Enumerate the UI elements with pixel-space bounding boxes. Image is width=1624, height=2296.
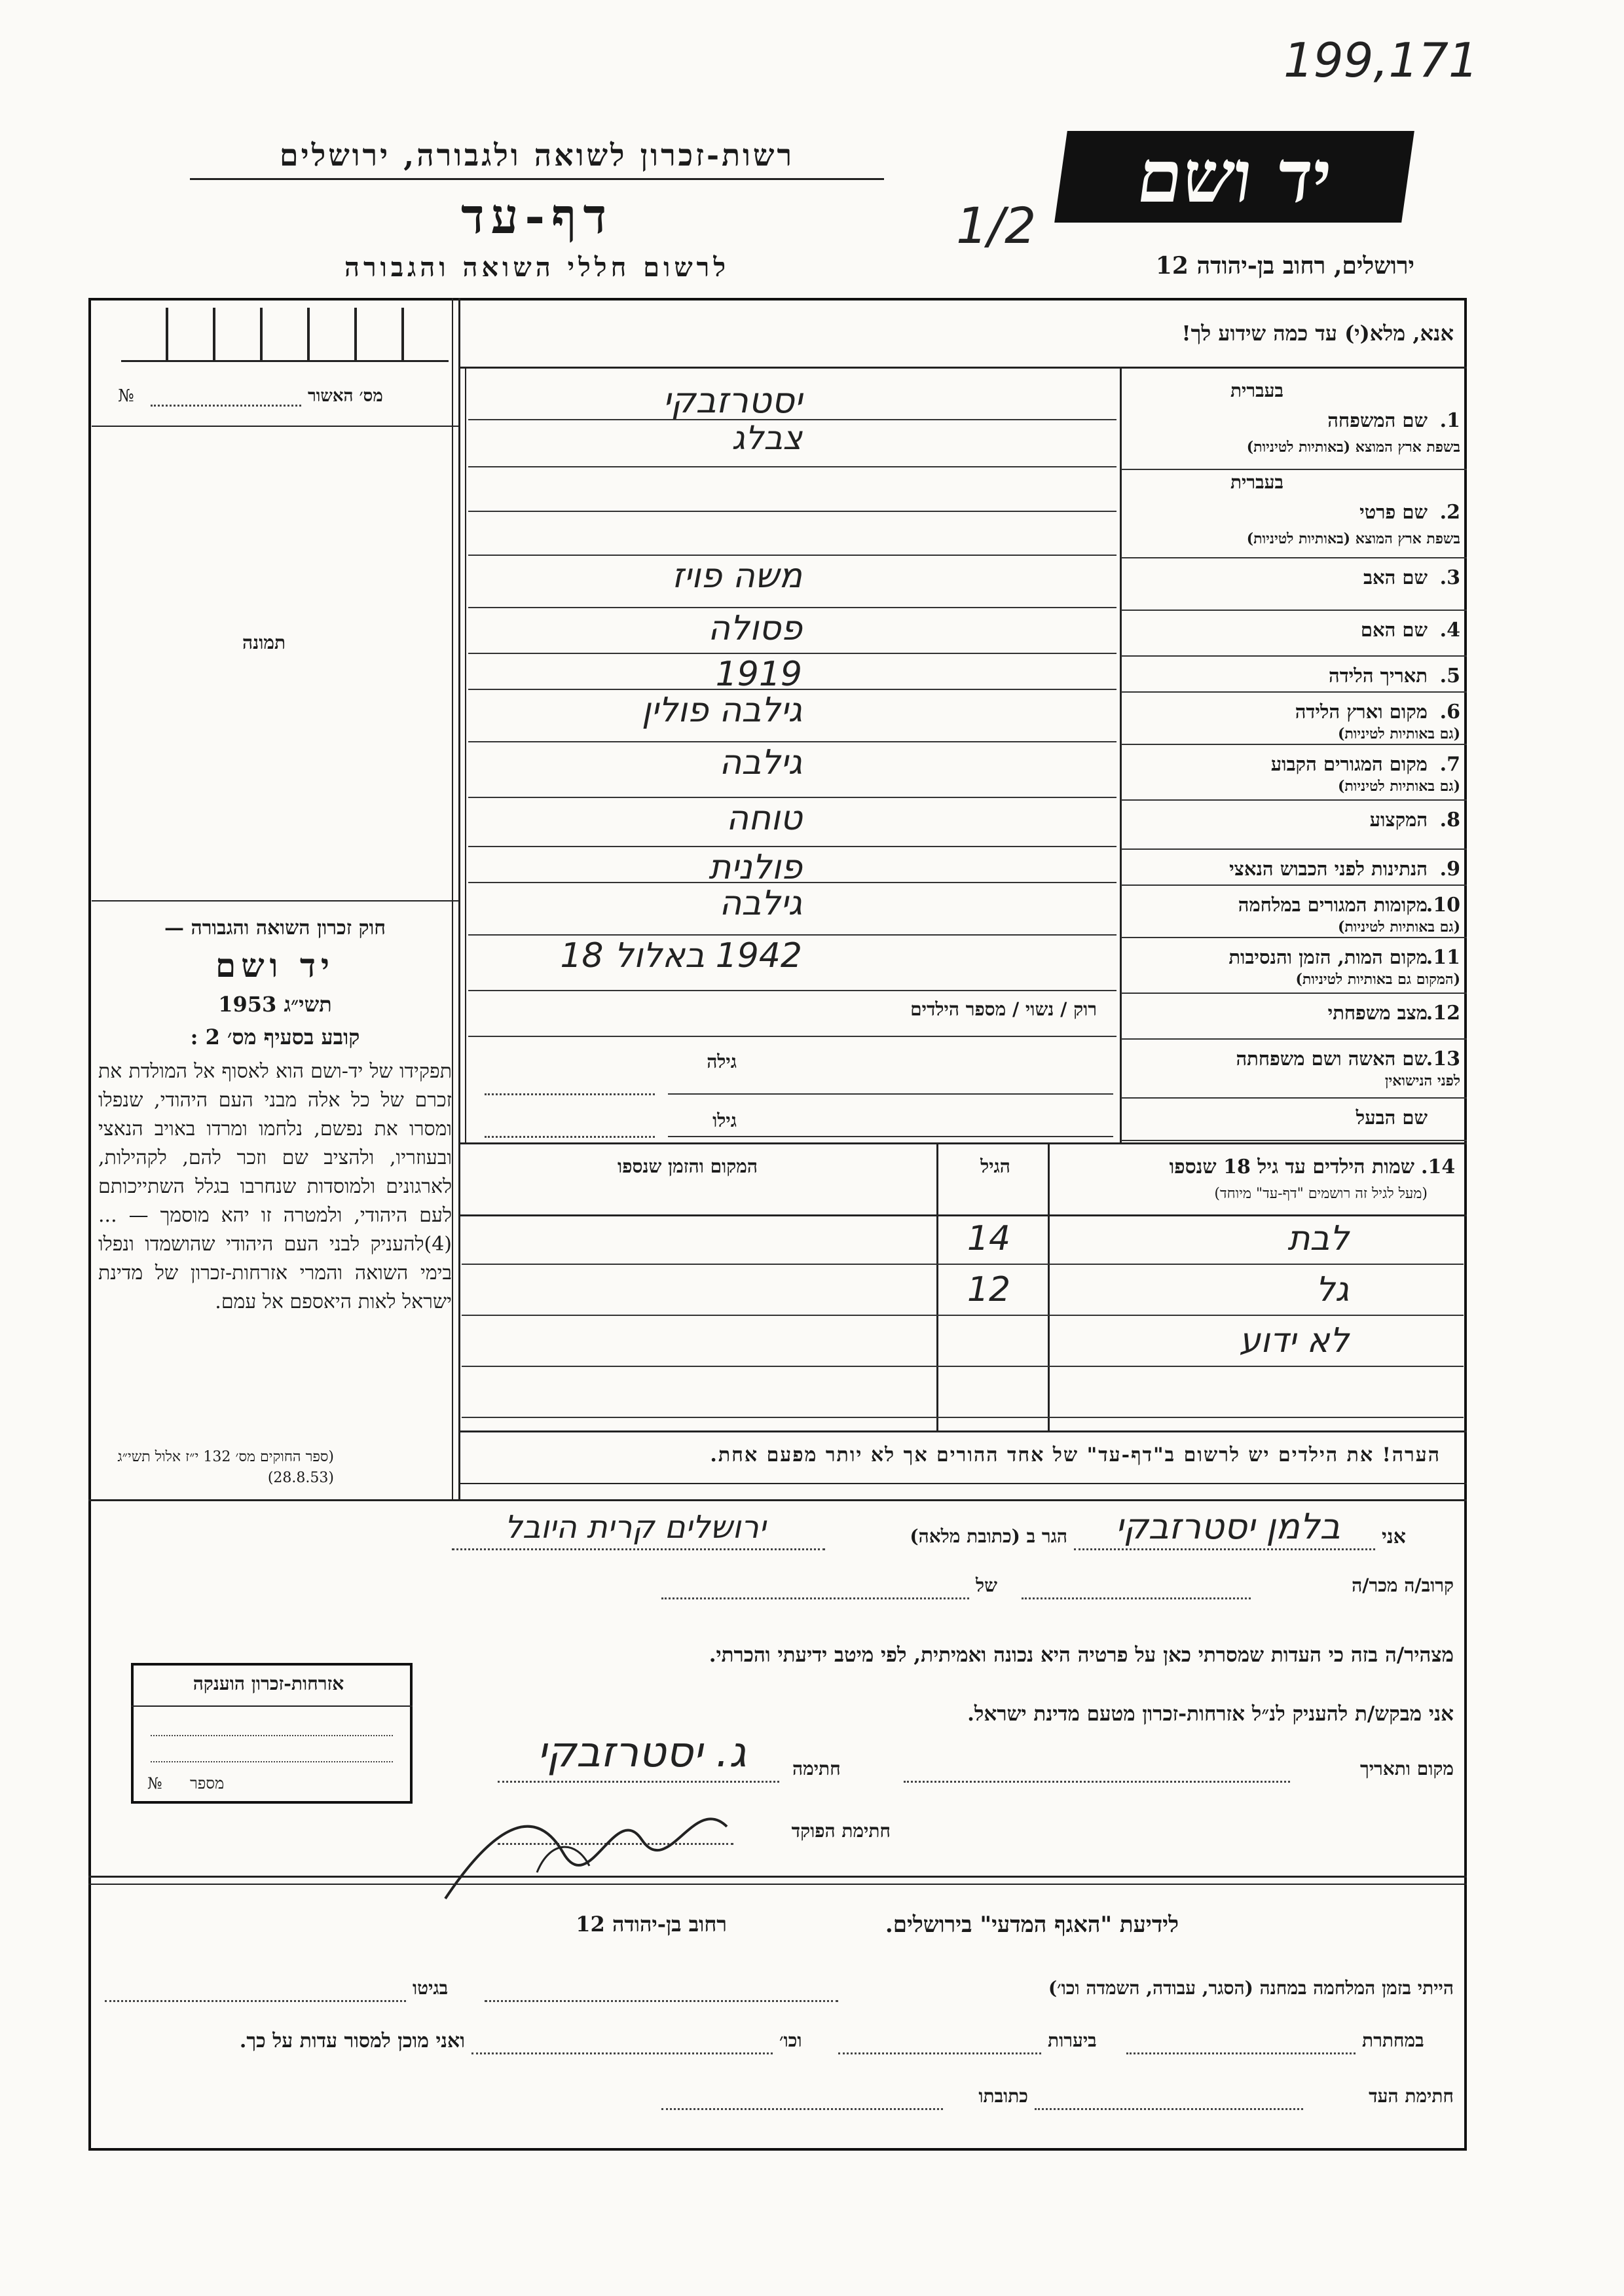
field-label: שם האב xyxy=(1363,566,1428,589)
page-mark: 1/2 xyxy=(956,196,1037,255)
field-number: 8. xyxy=(1439,809,1460,831)
field-label: המקצוע xyxy=(1369,809,1428,831)
law-title: חוק זכרון השואה והגבורה — xyxy=(164,917,386,939)
child-row-rule xyxy=(462,1315,1464,1316)
stamp-number-label: מספר xyxy=(190,1774,225,1793)
field-row xyxy=(468,691,1464,746)
declaration-relative-dots xyxy=(1022,1597,1251,1599)
stamp-number-no: № xyxy=(147,1774,162,1793)
declaration-shel-dots xyxy=(661,1597,969,1599)
field-value[interactable]: טוחה xyxy=(726,799,802,838)
field-value-line xyxy=(468,689,1116,690)
field-row xyxy=(468,743,1464,802)
field-label: מצב משפחתי xyxy=(1327,1002,1428,1024)
declaration-residing-label: הגר ב (כתובת מלאה) xyxy=(910,1525,1067,1547)
field-value[interactable]: גילבה xyxy=(719,743,802,782)
declaration-ani-dots xyxy=(1074,1548,1375,1550)
law-name: יד ושם xyxy=(215,946,335,985)
field-value-line xyxy=(468,607,1116,608)
field-value[interactable]: 1942 באלול 18 xyxy=(560,936,802,975)
declaration-statement: מצהיר/ה בזה כי העדות שמסרתי כאן על פרטיה היא נכונה ואמיתית, לפי מיטב ידיעתי והכרתי. xyxy=(709,1643,1454,1667)
field-label-rule xyxy=(1121,655,1467,657)
field-row xyxy=(468,884,1464,939)
note-text: הערה! את הילדים יש לרשום ב"דף-עד" של אחד ההורים אך לא יותר מפעם אחת. xyxy=(710,1444,1441,1467)
field-label-rule xyxy=(1121,799,1467,801)
field-sub-latin: (גם באותיות לטיניות) xyxy=(1337,725,1460,742)
scientific-ready: ואני מוכן למסור עדות על כך. xyxy=(239,2030,465,2052)
field-number: 12. xyxy=(1426,1002,1460,1025)
field-row xyxy=(468,936,1464,995)
scientific-address: רחוב בן-יהודה 12 xyxy=(576,1912,727,1937)
children-header-rule xyxy=(458,1214,1467,1216)
field-number: 13. xyxy=(1426,1048,1460,1070)
field-number: 4. xyxy=(1439,619,1460,642)
field-label-rule xyxy=(1121,469,1467,470)
field-label: שם האשה ושם משפחתה xyxy=(1236,1048,1428,1070)
officer-signature-scribble xyxy=(419,1781,760,1912)
stamp-title-rule xyxy=(131,1705,413,1707)
scientific-etc-dots xyxy=(471,2052,773,2054)
approval-no: № xyxy=(118,386,134,406)
field-label-rule xyxy=(1121,993,1467,994)
authority-underline xyxy=(190,178,884,180)
declaration-signature-value: ג. יסטרזבקי xyxy=(537,1728,747,1777)
field-value-latin[interactable]: צבלג xyxy=(731,419,802,457)
field-sub-latin: (גם באותיות לטיניות) xyxy=(1337,919,1460,936)
left-column-divider-inner xyxy=(452,298,453,1499)
scientific-top-rule-1 xyxy=(88,1876,1467,1878)
archive-number: 199,171 xyxy=(1283,33,1479,88)
scientific-witness-dots xyxy=(1035,2108,1303,2110)
field-label: מקום וארץ הלידה xyxy=(1295,701,1428,723)
scientific-address-dots xyxy=(661,2108,943,2110)
field-number: 1. xyxy=(1439,409,1460,432)
field-sub-hebrew: בעברית xyxy=(1230,380,1283,401)
field-sub-hebrew: בעברית xyxy=(1230,471,1283,493)
values-divider xyxy=(465,367,466,1142)
declaration-address-dots xyxy=(452,1548,825,1550)
field-row xyxy=(468,609,1464,658)
field-label: שם פרטי xyxy=(1359,501,1428,523)
child-row-rule xyxy=(462,1264,1464,1265)
field-label-rule xyxy=(1121,1097,1467,1099)
field-value[interactable]: גילו xyxy=(712,1110,737,1131)
field-label-rule xyxy=(1121,1038,1467,1040)
scientific-forests: ביערות xyxy=(1048,2030,1097,2051)
stamp-dots-2 xyxy=(151,1761,393,1762)
field-label-rule xyxy=(1121,744,1467,745)
field-value[interactable]: משה פויז xyxy=(672,556,802,596)
field-value-dots xyxy=(485,1136,655,1138)
declaration-ani-label: אני xyxy=(1382,1525,1406,1548)
stamp-dots-1 xyxy=(151,1735,393,1736)
field-number: 6. xyxy=(1439,701,1460,723)
field-value[interactable]: גילה xyxy=(707,1051,737,1072)
intro-rule xyxy=(458,367,1467,369)
registration-tick-box xyxy=(121,308,449,362)
field-label-rule xyxy=(1121,610,1467,611)
scientific-top-rule-2 xyxy=(88,1884,1467,1885)
field-value-line xyxy=(468,741,1116,742)
child-name[interactable]: גל xyxy=(1316,1270,1349,1309)
scientific-witness-signature: חתימת העד xyxy=(1369,2085,1454,2107)
children-bottom-rule xyxy=(458,1430,1467,1432)
field-value-line-latin xyxy=(468,419,1116,420)
field-row xyxy=(468,471,1464,560)
scientific-camp-dots xyxy=(485,2000,838,2002)
field-label: שם המשפחה xyxy=(1327,409,1428,431)
field-number: 3. xyxy=(1439,566,1460,589)
field-number: 5. xyxy=(1439,665,1460,687)
approval-dots xyxy=(151,405,301,407)
child-age[interactable]: 14 xyxy=(967,1219,1011,1258)
children-header-age: הגיל xyxy=(980,1156,1010,1177)
field-value[interactable]: רוק / נשוי / מספר הילדים xyxy=(910,998,1097,1020)
children-header-names-sub: (מעל לגיל זה רושמים "דף-עד" מיוחד) xyxy=(1214,1186,1428,1202)
law-source: (ספר החוקים מס׳ 132 י״ז אלול תשי״ג (28.8.53) xyxy=(117,1449,334,1486)
field-value-line xyxy=(468,882,1116,883)
law-year: תשי״ג 1953 xyxy=(218,992,332,1017)
field-sub-latin: לפני הנישואין xyxy=(1384,1072,1460,1089)
field-row xyxy=(468,1041,1464,1100)
field-value[interactable]: פולנית xyxy=(709,848,802,887)
field-value[interactable]: 1919 xyxy=(715,655,802,694)
law-clause: קובע בסעיף מס׳ 2 : xyxy=(190,1025,360,1049)
field-label-rule xyxy=(1121,937,1467,938)
field-value-line xyxy=(468,846,1116,847)
children-header-names: שמות הילדים עד גיל 18 שנספו xyxy=(1169,1156,1414,1178)
photo-label: תמונה xyxy=(242,632,286,653)
declaration-shel-label: של xyxy=(976,1575,997,1596)
field-number: 2. xyxy=(1439,501,1460,524)
scientific-forests-dots xyxy=(838,2052,1041,2054)
declaration-place-date-dots xyxy=(904,1781,1290,1783)
memorial-citizenship-title: אזרחות-זכרון הוענקה xyxy=(193,1673,344,1694)
field-row xyxy=(468,380,1464,471)
declaration-ani-value: בלמן יסטרזבקי xyxy=(1115,1506,1340,1547)
declaration-signature-label: חתימה xyxy=(792,1758,841,1779)
children-top-rule xyxy=(458,1142,1467,1144)
left-column-divider xyxy=(458,298,460,1499)
declaration-officer-label: חתימת הפוקד xyxy=(791,1820,891,1842)
field-value-line xyxy=(668,1136,1113,1137)
declaration-relative-label: קרוב/ה מכר/ה xyxy=(1352,1575,1454,1596)
field-label-rule xyxy=(1121,1140,1467,1141)
field-value[interactable]: יסטרזבקי xyxy=(663,380,802,421)
scientific-underground: במחתרת xyxy=(1362,2030,1424,2051)
scientific-line1: הייתי בזמן המלחמה במחנה (הסגר, עבודה, השמדה וכו׳) xyxy=(1048,1977,1454,1999)
field-value-line xyxy=(468,990,1116,991)
field-label-rule xyxy=(1121,884,1467,886)
field-value-line xyxy=(668,1093,1113,1095)
child-age[interactable]: 12 xyxy=(967,1270,1011,1309)
child-name[interactable]: לא ידוע xyxy=(1239,1321,1349,1360)
field-value-line xyxy=(468,934,1116,936)
field-value-dots xyxy=(485,1093,655,1095)
approval-label: מס׳ האשור xyxy=(308,386,383,406)
yad-vashem-logo: יד ושם xyxy=(1054,131,1414,223)
child-name[interactable]: לבת xyxy=(1287,1219,1349,1258)
field-value-line xyxy=(468,653,1116,654)
field-value-line-latin xyxy=(468,511,1116,512)
scientific-title: לידיעת "האגף המדעי" בירושלים. xyxy=(885,1912,1179,1938)
scientific-address-label: כתובתו xyxy=(978,2085,1028,2107)
child-row-rule xyxy=(462,1417,1464,1418)
children-age-divider-right xyxy=(1048,1142,1050,1430)
children-header-place: המקום והזמן שנספו xyxy=(618,1156,758,1177)
field-value-line xyxy=(468,1036,1116,1037)
declaration-request: אני מבקש/ת להעניק לנ״ל אזרחות-זכרון מטעם מדינת ישראל. xyxy=(967,1702,1454,1726)
children-num: 14. xyxy=(1421,1156,1456,1178)
field-row xyxy=(468,556,1464,612)
field-label-rule xyxy=(1121,691,1467,693)
field-label: מקום המות, הזמן והנסיבות xyxy=(1228,946,1428,968)
law-top-rule xyxy=(92,900,458,902)
field-label: שם הבעל xyxy=(1356,1106,1428,1129)
field-sub-latin: (גם באותיות לטיניות) xyxy=(1337,778,1460,795)
field-label: שם האם xyxy=(1360,619,1428,641)
address: ירושלים, רחוב בן-יהודה 12 xyxy=(1155,252,1414,280)
field-sub-latin: (המקום גם באותיות לטיניות) xyxy=(1295,971,1460,988)
field-label: הנתינות לפני הכבוש הנאצי xyxy=(1229,858,1428,880)
children-age-divider-left xyxy=(936,1142,938,1430)
field-value-line xyxy=(468,797,1116,798)
field-label-rule xyxy=(1121,848,1467,850)
scientific-ghetto: בגיטו xyxy=(413,1977,449,1999)
field-value[interactable]: גילבה xyxy=(719,884,802,923)
field-row xyxy=(468,995,1464,1041)
form-subtitle: לרשום חללי השואה והגבורה xyxy=(344,252,730,283)
declaration-address-value: ירושלים קרית היובל xyxy=(504,1509,766,1546)
field-number: 10. xyxy=(1426,894,1460,917)
field-sub-latin: בשפת ארץ המוצא (באותיות לטיניות) xyxy=(1246,530,1460,547)
field-value-line xyxy=(468,466,1116,467)
approval-underline xyxy=(92,426,458,427)
declaration-place-date-label: מקום ותאריך xyxy=(1359,1758,1454,1779)
note-rule xyxy=(458,1483,1467,1484)
declaration-top-rule xyxy=(88,1499,1467,1501)
field-label: מקומות המגורים במלחמה xyxy=(1238,894,1428,916)
field-number: 11. xyxy=(1426,946,1460,969)
field-value-line xyxy=(468,555,1116,556)
child-row-rule xyxy=(462,1366,1464,1367)
field-number: 9. xyxy=(1439,858,1460,881)
field-value[interactable]: גילבה פולין xyxy=(641,691,802,730)
field-number: 7. xyxy=(1439,753,1460,776)
form-title: דף-עד xyxy=(460,189,614,245)
field-sub-latin: בשפת ארץ המוצא (באותיות לטיניות) xyxy=(1246,439,1460,456)
field-row xyxy=(468,799,1464,851)
intro-text: אנא, מלא(י) עד כמה שידוע לך! xyxy=(1181,321,1454,346)
law-text: תפקידו של יד-ושם הוא לאסוף אל המולדת את זכרם של כל אלה מבני העם היהודי, שנפלו ומסרו את נפשם, נלחמו ומרדו באויב הנאצי ובעוזריו, ולהציב שם וזכר להם, לקהילות, לארגונים ולמוסדות שנחרבו בגלל השתייכותם לעם היהודי, ולמטרה זו יהא מוסמך — ...(4)להעניק לבני העם היהודי שהושמדו ונפלו בימי השואה והמרי אזרחות-זכרון של מדינת ישראל לאות היאספם אל עמם. xyxy=(98,1060,452,1313)
scientific-ghetto-dots xyxy=(105,2000,406,2002)
scientific-etc: וכו׳ xyxy=(779,2030,802,2051)
field-label: מקום המגורים הקבוע xyxy=(1270,753,1428,775)
scientific-underground-dots xyxy=(1126,2052,1356,2054)
field-value[interactable]: פסולה xyxy=(708,609,802,648)
field-label-rule xyxy=(1121,557,1467,558)
field-label: תאריך הלידה xyxy=(1329,665,1428,687)
authority-name: רשות-זכרון לשואה ולגבורה, ירושלים xyxy=(279,137,795,173)
